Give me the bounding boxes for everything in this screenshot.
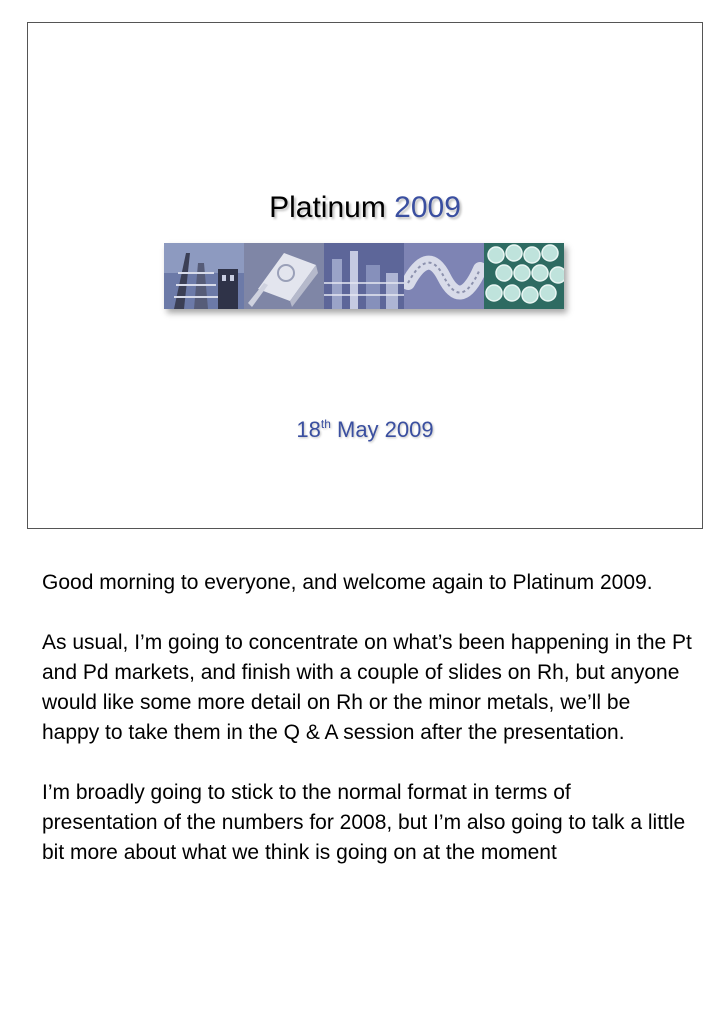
speaker-notes [42,568,692,898]
banner-image [164,243,564,309]
slide-date [28,417,702,443]
slide-title-year: 2009 [394,191,461,224]
catalyst-pellets-image [484,243,564,309]
notes-paragraph: As usual, I’m going to concentrate on what’s been happening in the Pt and Pd markets, and finish with a couple of slides on Rh, but anyone would like some more detail on Rh or the minor metals, we’ll be happy to take them in the Q & A session after the presentation. [42,631,692,744]
notes-paragraph: I’m broadly going to stick to the normal format in terms of presentation of the numbers for 2008, but I’m also going to talk a little bit more about what we think is going on at the moment [42,781,686,864]
date-suffix: th [320,417,331,431]
industrial-plant-image [164,243,244,309]
refinery-image [324,243,404,309]
date-day: 18 [296,417,321,442]
slide-frame [27,22,703,529]
catalytic-converter-mesh-image [404,243,484,309]
slide-title [28,191,702,225]
slide-title-main: Platinum [269,191,386,224]
platinum-ingot-image [244,243,324,309]
date-rest: May 2009 [337,417,434,442]
notes-paragraph: Good morning to everyone, and welcome again to Platinum 2009. [42,571,653,594]
